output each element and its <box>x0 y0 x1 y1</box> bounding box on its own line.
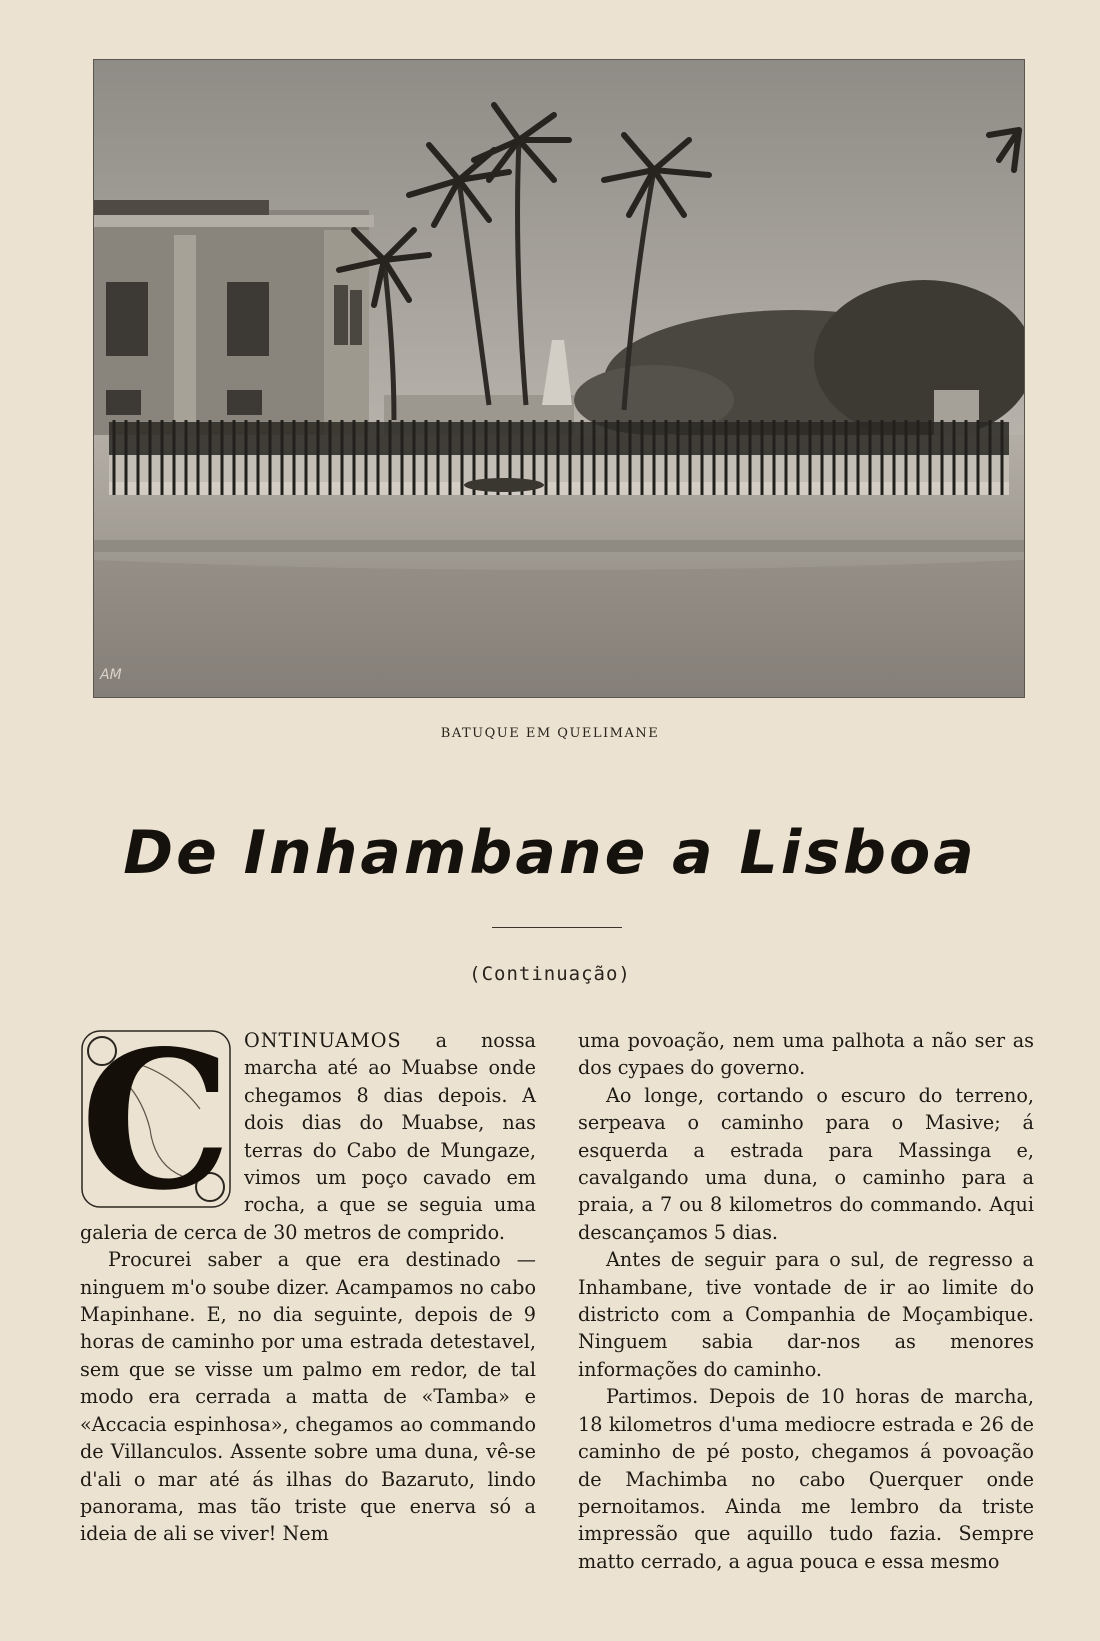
article-title: De Inhambane a Lisboa <box>123 818 977 888</box>
title-divider <box>492 927 622 928</box>
paragraph-2: Procurei saber a que era destinado — ninguem m'o soube dizer. Acampamos no cabo Mapinhane. E, no dia seguinte, depois de 9 horas de caminho por uma estrada detestavel, sem que se visse um palmo em redor, de tal modo era cerrada a matta de «Tamba» e «Accacia espinhosa», chegamos ao commando de Villanculos. Assente sobre uma duna, vê-se d'ali o mar até ás ilhas do Bazaruto, lindo panorama, mas tão triste que enerva só a ideia de ali se viver! Nem <box>80 1248 536 1546</box>
photograph-batuque <box>94 60 1024 697</box>
photographer-monogram: AM <box>100 667 122 683</box>
article-subtitle: (Continuação) <box>469 963 631 985</box>
text-column-left <box>80 1027 536 1548</box>
dropcap-letter: C <box>80 1029 232 1209</box>
opening-word: ONTINUAMOS <box>244 1029 402 1052</box>
paragraph-1-text: a nossa marcha até ao Muabse onde chegamos 8 dias depois. A dois dias do Muabse, nas terras do Cabo de Mungaze, vimos um poço cavado em rocha, a que se seguia uma galeria de cerca de 30 metros de comprido. <box>80 1029 536 1244</box>
paragraph-3: uma povoação, nem uma palhota a não ser as dos cypaes do governo. <box>578 1029 1034 1080</box>
text-column-right <box>578 1027 1034 1575</box>
paragraph-6: Partimos. Depois de 10 horas de marcha, 18 kilometros d'uma mediocre estrada e 26 de caminho de pé posto, chegamos á povoação de Machimba no cabo Querquer onde pernoitamos. Ainda me lembro da triste impressão que aquillo tudo fazia. Sempre matto cerrado, a agua pouca e essa mesmo <box>578 1385 1034 1573</box>
photo-caption: BATUQUE EM QUELIMANE <box>440 726 660 741</box>
paragraph-4: Ao longe, cortando o escuro do terreno, serpeava o caminho para o Masive; á esquerda a estrada para Massinga e, cavalgando uma duna, o caminho para a praia, a 7 ou 8 kilometros do commando. Aqui descançamos 5 dias. <box>578 1083 1034 1244</box>
paragraph-5: Antes de seguir para o sul, de regresso a Inhambane, tive vontade de ir ao limite do districto com a Companhia de Moçambique. Ninguem sabia dar-nos as menores informações do caminho. <box>578 1248 1034 1381</box>
ornamental-dropcap-c <box>80 1029 232 1209</box>
photo-illustration <box>94 60 1024 697</box>
